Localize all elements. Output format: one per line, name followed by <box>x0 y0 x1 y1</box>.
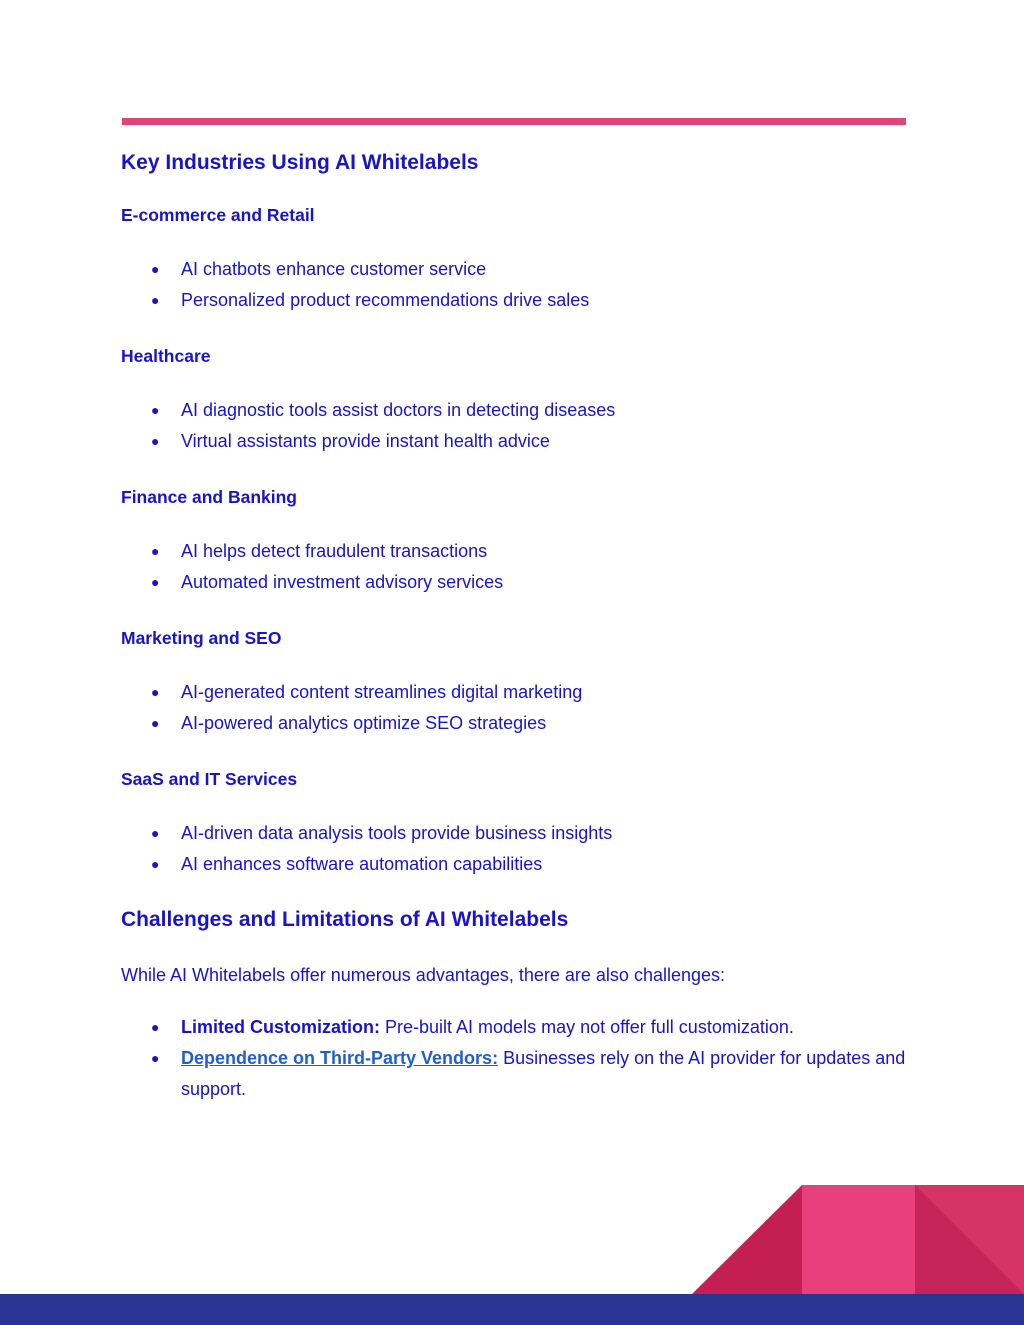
section-title-healthcare: Healthcare <box>121 346 211 366</box>
bullet-icon: ● <box>151 856 160 872</box>
section-title-finance: Finance and Banking <box>121 487 297 507</box>
bullet-icon: ● <box>151 543 160 559</box>
heading-challenges: Challenges and Limitations of AI Whitelabels <box>121 908 569 931</box>
bullet-icon: ● <box>151 1019 160 1035</box>
challenge-text: Pre-built AI models may not offer full customization. <box>380 1017 794 1037</box>
bullet-icon: ● <box>151 825 160 841</box>
list-item: ● Personalized product recommendations drive sales <box>121 285 911 316</box>
list-item: ● AI diagnostic tools assist doctors in detecting diseases <box>121 395 911 426</box>
list-item: ● AI-generated content streamlines digital marketing <box>121 677 911 708</box>
challenge-text: Businesses rely on the AI provider for updates and support. <box>181 1048 906 1099</box>
list-item: ● Automated investment advisory services <box>121 567 911 598</box>
challenges-intro: While AI Whitelabels offer numerous advantages, there are also challenges: <box>121 965 726 985</box>
list-item: ● AI helps detect fraudulent transactions <box>121 536 911 567</box>
decor-crimson-triangle <box>692 1185 802 1294</box>
bullet-icon: ● <box>151 433 160 449</box>
third-party-vendors-link[interactable]: Dependence on Third-Party Vendors: <box>181 1048 499 1068</box>
list-item: ● AI chatbots enhance customer service <box>121 254 911 285</box>
bullet-icon: ● <box>151 715 160 731</box>
section-title-marketing: Marketing and SEO <box>121 628 282 648</box>
heading-key-industries: Key Industries Using AI Whitelabels <box>121 151 479 174</box>
bullet-icon: ● <box>151 1050 160 1066</box>
bullet-icon: ● <box>151 574 160 590</box>
list-item: ● Virtual assistants provide instant health advice <box>121 426 911 457</box>
challenge-label: Limited Customization: <box>181 1017 380 1037</box>
section-title-ecommerce: E-commerce and Retail <box>121 205 315 225</box>
bullet-icon: ● <box>151 261 160 277</box>
footer-bar <box>0 1294 1024 1325</box>
decor-pink-panel <box>802 1185 915 1294</box>
bullet-icon: ● <box>151 292 160 308</box>
list-item: ● AI-driven data analysis tools provide business insights <box>121 818 911 849</box>
list-item: ● AI-powered analytics optimize SEO strategies <box>121 708 911 739</box>
list-item: ● AI enhances software automation capabilities <box>121 849 911 880</box>
bullet-icon: ● <box>151 684 160 700</box>
bullet-icon: ● <box>151 402 160 418</box>
section-title-saas: SaaS and IT Services <box>121 769 298 789</box>
